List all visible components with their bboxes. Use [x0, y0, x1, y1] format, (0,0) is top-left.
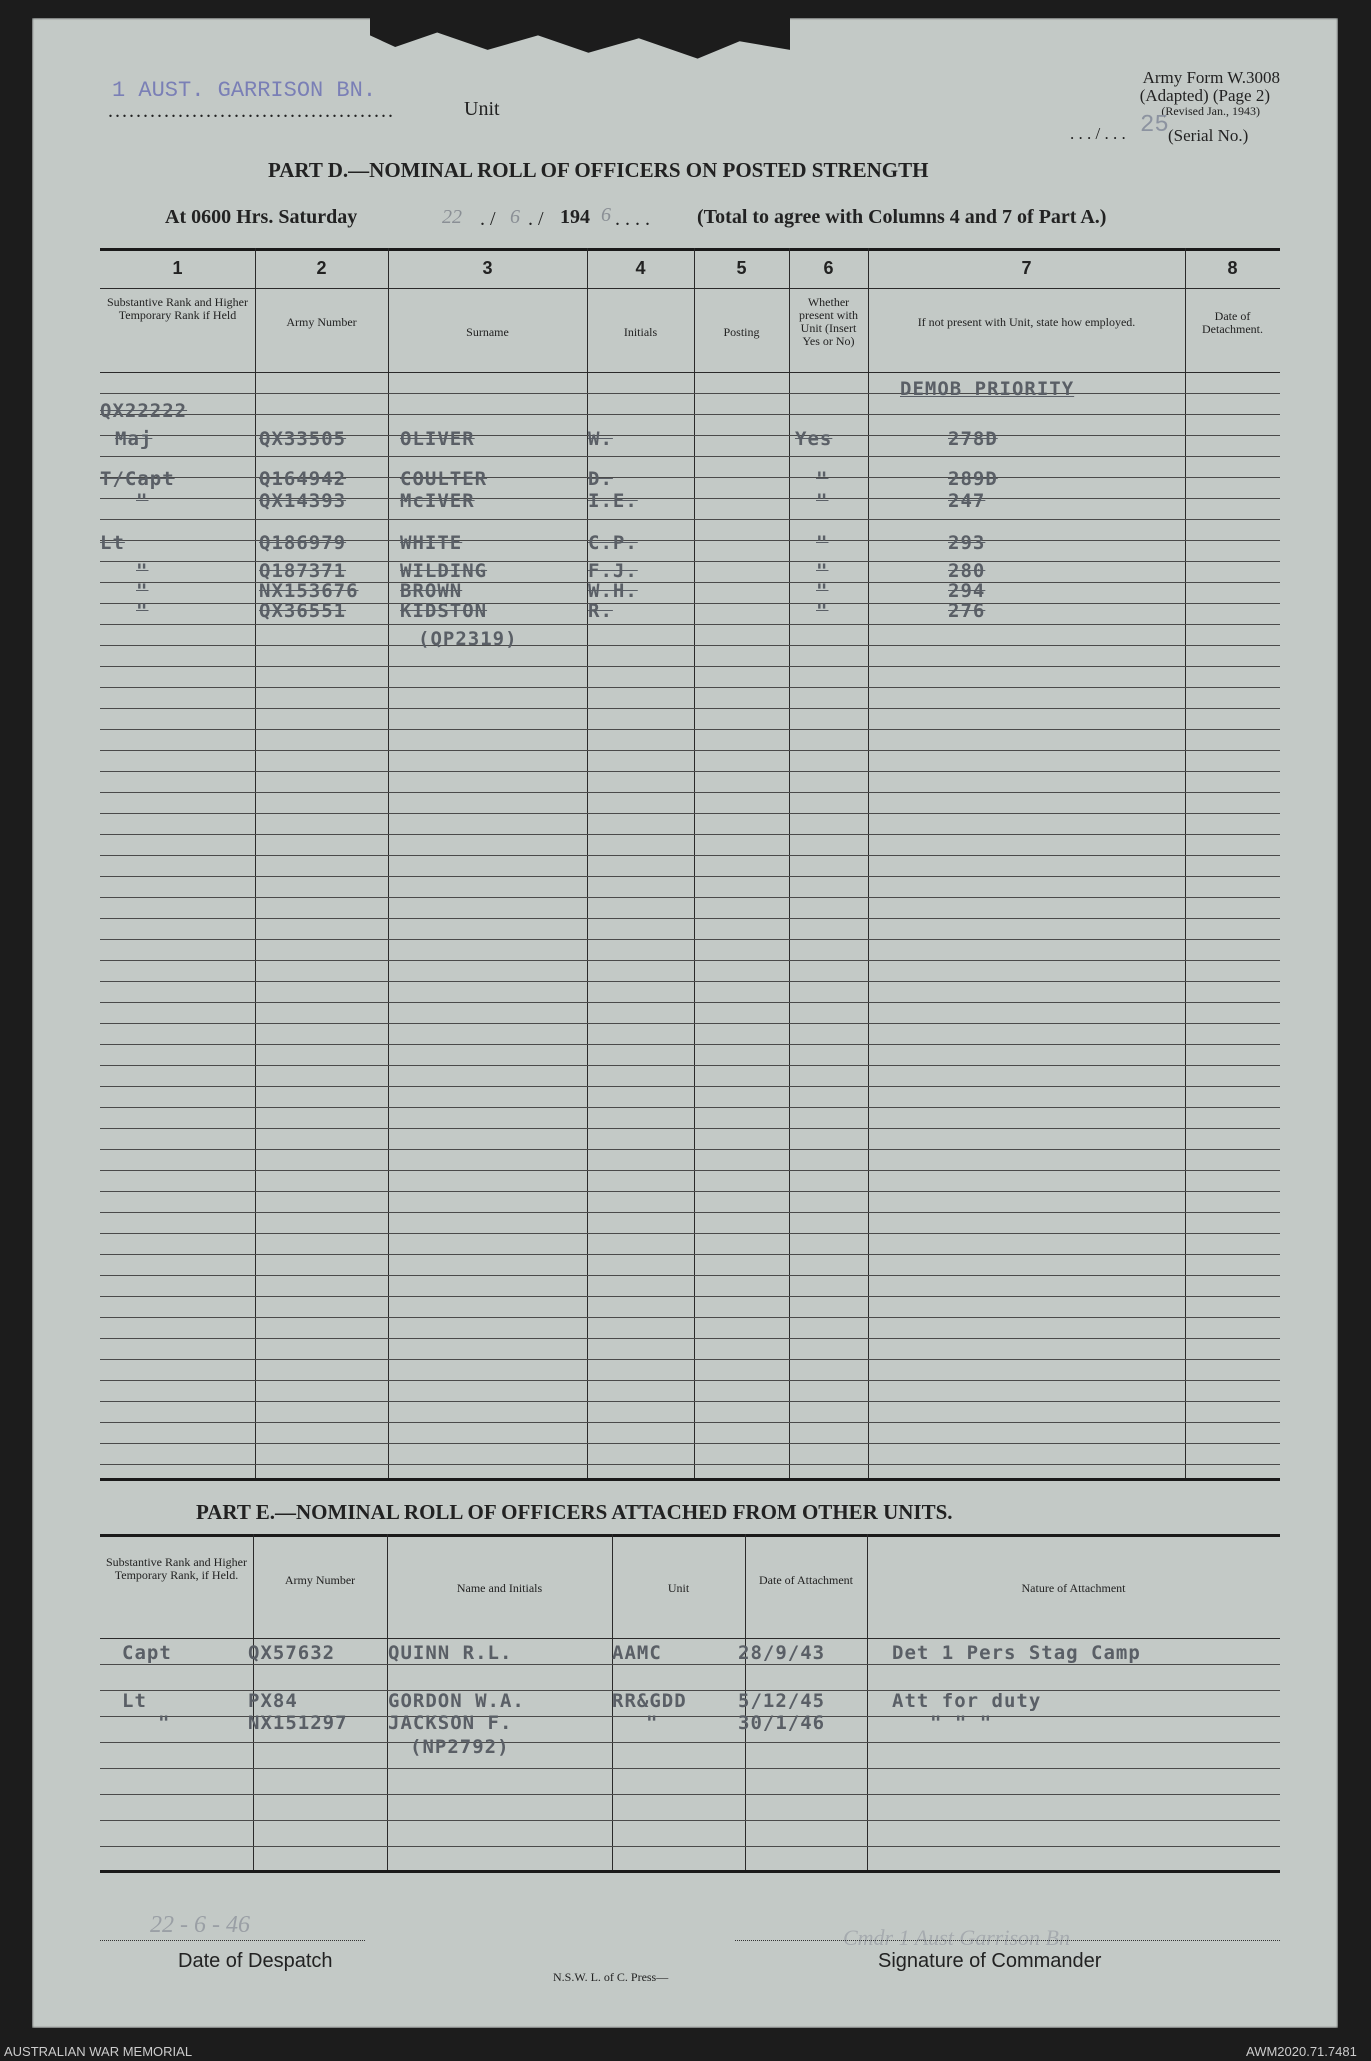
part-d-col-number: 5 — [736, 258, 747, 278]
part-d-row-rule — [100, 729, 1280, 730]
serial-label: (Serial No.) — [1168, 126, 1249, 145]
part-d-surname-cell: WILDING — [400, 560, 488, 582]
part-d-row-rule — [100, 666, 1280, 667]
part-e-col-header: Nature of Attachment — [1021, 1581, 1126, 1595]
part-d-col-header: Whether present with Unit (Insert Yes or No) — [799, 295, 858, 348]
part-e-name-cell: QUINN R.L. — [388, 1642, 513, 1664]
part-d-row-rule — [100, 1002, 1280, 1003]
part-d-col-header: Posting — [723, 325, 760, 339]
part-d-priority-cell: 276 — [948, 600, 986, 622]
part-d-row-rule — [100, 414, 1280, 415]
part-d-column-rule — [789, 248, 790, 1478]
part-d-initials-cell: C.P. — [588, 532, 638, 554]
part-d-rank-cell: Lt — [100, 532, 125, 554]
part-d-rank-cell: " — [136, 600, 149, 622]
part-d-row-rule — [100, 771, 1280, 772]
part-d-row-rule — [100, 1338, 1280, 1339]
part-e-rank-cell: " — [158, 1712, 171, 1734]
serial-value: 25 — [1140, 112, 1169, 139]
part-d-row-rule — [100, 876, 1280, 877]
date-dots: . . . . — [615, 208, 650, 230]
part-d-surname-cell: COULTER — [400, 468, 488, 490]
part-d-priority-cell: 293 — [948, 532, 986, 554]
part-e-bottom-rule — [100, 1870, 1280, 1873]
part-d-row-rule — [100, 1443, 1280, 1444]
part-e-col-header: Substantive Rank and Higher Temporary Rank, if Held. — [106, 1555, 247, 1582]
form-revised: (Revised Jan., 1943) — [1161, 104, 1260, 118]
part-d-row-rule — [100, 1191, 1280, 1192]
part-d-row-rule — [100, 1380, 1280, 1381]
part-e-number-cell: QX57632 — [248, 1642, 336, 1664]
part-d-rank-cell: " — [136, 580, 149, 602]
date-total-note: (Total to agree with Columns 4 and 7 of Part A.) — [697, 206, 1107, 228]
part-d-priority-cell: 247 — [948, 490, 986, 512]
part-d-row-rule — [100, 1044, 1280, 1045]
part-d-row-rule — [100, 1065, 1280, 1066]
part-d-col-number: 8 — [1227, 258, 1238, 278]
part-d-row-rule — [100, 939, 1280, 940]
part-e-row-rule — [100, 1768, 1280, 1769]
part-e-title: PART E.—NOMINAL ROLL OF OFFICERS ATTACHED FROM OTHER UNITS. — [196, 1500, 953, 1524]
date-year-hand: 6 — [601, 204, 611, 226]
part-d-row-rule — [100, 393, 1280, 394]
part-d-row-rule — [100, 1086, 1280, 1087]
part-e-unit-cell: " — [646, 1712, 659, 1734]
part-d-number-cell: Q187371 — [259, 560, 347, 582]
part-d-initials-cell: W.H. — [588, 580, 638, 602]
form-number: Army Form W.3008 — [1142, 68, 1280, 87]
part-e-unit-cell: RR&GDD — [612, 1690, 687, 1712]
unit-stamp: 1 AUST. GARRISON BN. — [112, 78, 377, 103]
part-d-priority-cell: 294 — [948, 580, 986, 602]
part-d-col-header: Initials — [623, 325, 658, 339]
part-e-unit-cell: AAMC — [612, 1642, 662, 1664]
part-d-row-rule — [100, 960, 1280, 961]
part-d-row-rule — [100, 1464, 1280, 1465]
part-e-row-rule — [100, 1846, 1280, 1847]
jackson-note: (NP2792) — [410, 1736, 510, 1758]
part-d-row-rule — [100, 792, 1280, 793]
part-e-date-cell: 5/12/45 — [738, 1690, 826, 1712]
part-e-nature-cell: Att for duty — [892, 1690, 1042, 1712]
part-d-present-cell: " — [816, 490, 829, 512]
part-d-present-cell: " — [816, 580, 829, 602]
part-d-column-rule — [868, 248, 869, 1478]
part-d-present-cell: " — [816, 468, 829, 490]
part-d-row-rule — [100, 624, 1280, 625]
part-d-column-rule — [255, 248, 256, 1478]
part-d-present-cell: Yes — [795, 428, 833, 450]
part-d-number-cell: Q164942 — [259, 468, 347, 490]
part-e-col-header: Unit — [667, 1581, 690, 1595]
part-d-row-rule — [100, 1212, 1280, 1213]
unit-dots: ......................................... — [108, 100, 395, 122]
part-d-col-header: Surname — [466, 325, 509, 339]
part-e-top-rule — [100, 1534, 1280, 1537]
date-month: 6 — [510, 206, 520, 228]
part-e-date-cell: 30/1/46 — [738, 1712, 826, 1734]
part-d-header-rule — [100, 372, 1280, 373]
part-e-row-rule — [100, 1742, 1280, 1743]
part-d-col-number: 1 — [172, 258, 183, 278]
part-d-priority-cell: 278D — [948, 428, 998, 450]
date-sep2: . / — [528, 208, 544, 230]
unit-label: Unit — [464, 98, 500, 120]
part-d-number-cell: NX153676 — [259, 580, 359, 602]
part-d-row-rule — [100, 687, 1280, 688]
part-d-bottom-rule — [100, 1478, 1280, 1481]
part-d-row-rule — [100, 1149, 1280, 1150]
part-e-name-cell: JACKSON F. — [388, 1712, 513, 1734]
part-e-col-header: Army Number — [284, 1573, 356, 1587]
despatch-label: Date of Despatch — [178, 1950, 333, 1972]
struck-entry: QX22222 — [100, 400, 188, 422]
part-e-rank-cell: Lt — [122, 1690, 147, 1712]
part-d-row-rule — [100, 1128, 1280, 1129]
date-day: 22 — [442, 206, 462, 228]
despatch-date-handwritten: 22 - 6 - 46 — [150, 1912, 250, 1938]
part-d-number-cell: QX36551 — [259, 600, 347, 622]
part-d-present-cell: " — [816, 532, 829, 554]
date-prefix: At 0600 Hrs. Saturday — [165, 206, 358, 228]
part-e-number-cell: PX84 — [248, 1690, 298, 1712]
part-d-column-rule — [694, 248, 695, 1478]
part-d-surname-cell: KIDSTON — [400, 600, 488, 622]
part-d-row-rule — [100, 1317, 1280, 1318]
part-d-number-rule — [100, 288, 1280, 289]
part-d-row-rule — [100, 708, 1280, 709]
part-d-priority-cell: 289D — [948, 468, 998, 490]
part-d-col-number: 6 — [823, 258, 834, 278]
part-d-rank-cell: " — [136, 560, 149, 582]
despatch-line — [100, 1940, 365, 1941]
part-d-row-rule — [100, 456, 1280, 457]
part-e-row-rule — [100, 1820, 1280, 1821]
demob-priority-heading: DEMOB PRIORITY — [900, 378, 1075, 400]
part-d-col-number: 3 — [482, 258, 493, 278]
part-d-title: PART D.—NOMINAL ROLL OF OFFICERS ON POSTED STRENGTH — [268, 158, 929, 182]
part-d-row-rule — [100, 1023, 1280, 1024]
part-d-priority-cell: 280 — [948, 560, 986, 582]
part-d-initials-cell: D. — [588, 468, 613, 490]
part-d-row-rule — [100, 981, 1280, 982]
part-d-top-rule — [100, 248, 1280, 251]
press-mark: N.S.W. L. of C. Press— — [553, 1970, 669, 1984]
part-e-nature-cell: Det 1 Pers Stag Camp — [892, 1642, 1141, 1664]
serial-dots: . . . / . . . — [1070, 124, 1126, 143]
part-e-row-rule — [100, 1794, 1280, 1795]
part-d-col-header: Army Number — [286, 315, 357, 329]
part-d-row-rule — [100, 750, 1280, 751]
part-d-number-cell: QX33505 — [259, 428, 347, 450]
part-d-surname-cell: OLIVER — [400, 428, 475, 450]
part-d-rank-cell: Maj — [115, 428, 153, 450]
part-e-header-rule — [100, 1638, 1280, 1639]
signature-label: Signature of Commander — [878, 1950, 1102, 1972]
part-d-number-cell: Q186979 — [259, 532, 347, 554]
part-d-row-rule — [100, 1422, 1280, 1423]
part-d-row-rule — [100, 855, 1280, 856]
part-e-col-header: Name and Initials — [456, 1581, 543, 1595]
part-d-number-cell: QX14393 — [259, 490, 347, 512]
kidston-note: (QP2319) — [418, 628, 518, 650]
part-d-row-rule — [100, 1254, 1280, 1255]
part-d-surname-cell: BROWN — [400, 580, 463, 602]
date-year: 194 — [560, 206, 590, 228]
part-d-row-rule — [100, 1401, 1280, 1402]
part-d-rank-cell: T/Capt — [100, 468, 175, 490]
part-d-row-rule — [100, 834, 1280, 835]
part-d-row-rule — [100, 1107, 1280, 1108]
part-e-nature-cell: " " " — [930, 1712, 993, 1734]
part-d-row-rule — [100, 1233, 1280, 1234]
part-d-initials-cell: F.J. — [588, 560, 638, 582]
signature-line — [735, 1940, 1280, 1941]
credit-right: AWM2020.71.7481 — [1246, 2044, 1357, 2059]
part-d-row-rule — [100, 918, 1280, 919]
part-e-row-rule — [100, 1664, 1280, 1665]
part-d-col-header: Date of Detachment. — [1202, 309, 1263, 336]
part-d-surname-cell: WHITE — [400, 532, 463, 554]
part-d-col-header: Substantive Rank and Higher Temporary Rank if Held — [107, 295, 248, 322]
part-e-date-cell: 28/9/43 — [738, 1642, 826, 1664]
part-d-present-cell: " — [816, 560, 829, 582]
part-d-row-rule — [100, 1359, 1280, 1360]
part-d-column-rule — [388, 248, 389, 1478]
form-adapted: (Adapted) (Page 2) — [1139, 86, 1270, 105]
part-d-column-rule — [1185, 248, 1186, 1478]
part-d-present-cell: " — [816, 600, 829, 622]
credit-left: AUSTRALIAN WAR MEMORIAL — [4, 2044, 193, 2059]
part-d-row-rule — [100, 897, 1280, 898]
part-d-rank-cell: " — [136, 490, 149, 512]
part-d-surname-cell: McIVER — [400, 490, 475, 512]
part-d-row-rule — [100, 519, 1280, 520]
part-d-col-header: If not present with Unit, state how employed. — [917, 315, 1136, 329]
part-d-row-rule — [100, 1170, 1280, 1171]
part-d-row-rule — [100, 1275, 1280, 1276]
part-e-rank-cell: Capt — [122, 1642, 172, 1664]
part-d-row-rule — [100, 813, 1280, 814]
part-d-row-rule — [100, 645, 1280, 646]
date-sep1: . / — [480, 208, 496, 230]
part-d-initials-cell: I.E. — [588, 490, 638, 512]
part-d-col-number: 7 — [1021, 258, 1032, 278]
part-d-col-number: 2 — [316, 258, 327, 278]
part-d-row-rule — [100, 1296, 1280, 1297]
part-d-initials-cell: W. — [588, 428, 613, 450]
part-e-col-header: Date of Attachment — [759, 1573, 853, 1587]
signature-stamp: Cmdr 1 Aust Garrison Bn — [843, 1925, 1070, 1950]
part-e-name-cell: GORDON W.A. — [388, 1690, 525, 1712]
part-e-number-cell: NX151297 — [248, 1712, 348, 1734]
part-d-initials-cell: R. — [588, 600, 613, 622]
part-d-col-number: 4 — [635, 258, 646, 278]
